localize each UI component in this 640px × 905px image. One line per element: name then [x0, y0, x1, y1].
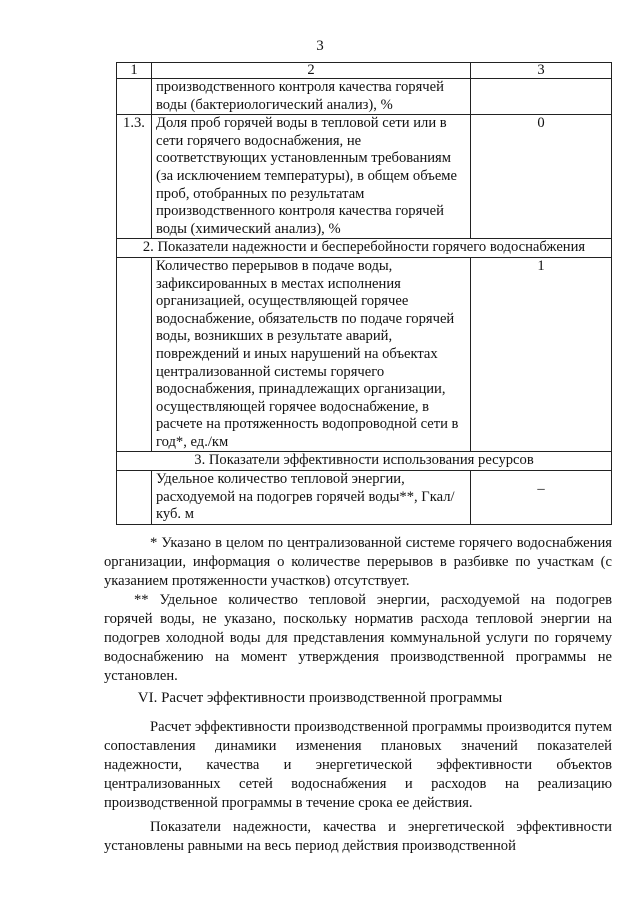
row-value-text: –: [537, 481, 545, 498]
section-2-title: 2. Показатели надежности и бесперебойности горячего водоснабжения: [117, 239, 612, 258]
footnote-1: * Указано в целом по централизованной системе горячего водоснабжения организации, информация о количестве перерывов в разбивке по участкам (с указанием протяженности участков) отсутствует.: [104, 535, 612, 589]
footnotes: [104, 534, 612, 686]
body-text: [104, 718, 612, 861]
paragraph-1: Расчет эффективности производственной программы производится путем сопоставления динамики изменения плановых значений показателей надежности, качества и энергетической эффективности объектов централизованных сетей водоснабжения и расходов на реализацию производственной программы в течение срока ее действия.: [104, 719, 612, 811]
column-header-1: 1: [117, 63, 152, 79]
row-number: [117, 79, 152, 115]
column-header-3: 3: [471, 63, 612, 79]
table-row: [117, 115, 612, 239]
row-number: [117, 257, 152, 452]
row-value: 0: [471, 115, 612, 239]
section-3-title: 3. Показатели эффективности использования ресурсов: [117, 452, 612, 471]
footnote-2: ** Удельное количество тепловой энергии, расходуемой на подогрев горячей воды, не указано, поскольку норматив расхода тепловой энергии на подогрев холодной воды для представления коммунальной услуги по горячему водоснабжению на момент утверждения производственной программы не установлен.: [104, 592, 612, 684]
indicators-table: [116, 62, 612, 525]
row-text: Удельное количество тепловой энергии, расходуемой на подогрев горячей воды**, Гкал/куб. м: [152, 471, 471, 525]
table-header-row: [117, 63, 612, 79]
column-header-2: 2: [152, 63, 471, 79]
row-text: Доля проб горячей воды в тепловой сети или в сети горячего водоснабжения, не соответствующих установленным требованиям (за исключением температуры), в общем объеме проб, отобранных по результатам производственного контроля качества горячей воды (химический анализ), %: [152, 115, 471, 239]
row-value: 1: [471, 257, 612, 452]
paragraph-2: Показатели надежности, качества и энергетической эффективности установлены равными на весь период действия производственной: [104, 819, 612, 854]
page-number: 3: [316, 38, 324, 54]
table-row: [117, 79, 612, 115]
row-number: [117, 471, 152, 525]
row-number: 1.3.: [117, 115, 152, 239]
row-value: [471, 471, 612, 525]
row-value: [471, 79, 612, 115]
section-3-header-row: [117, 452, 612, 471]
row-text: производственного контроля качества горячей воды (бактериологический анализ), %: [152, 79, 471, 115]
table-row: [117, 471, 612, 525]
section-title: VI. Расчет эффективности производственной программы: [137, 690, 503, 706]
row-text: Количество перерывов в подаче воды, зафиксированных в местах исполнения организацией, осуществляющей горячее водоснабжение, обязательств по подаче горячей воды, возникших в результате аварий, повреждений и иных нарушений на объектах централизованной системы горячего водоснабжения, принадлежащих организации, осуществляющей горячее водоснабжение, в расчете на протяженность водопроводной сети в год*, ед./км: [152, 257, 471, 452]
table-row: [117, 257, 612, 452]
section-2-header-row: [117, 239, 612, 258]
